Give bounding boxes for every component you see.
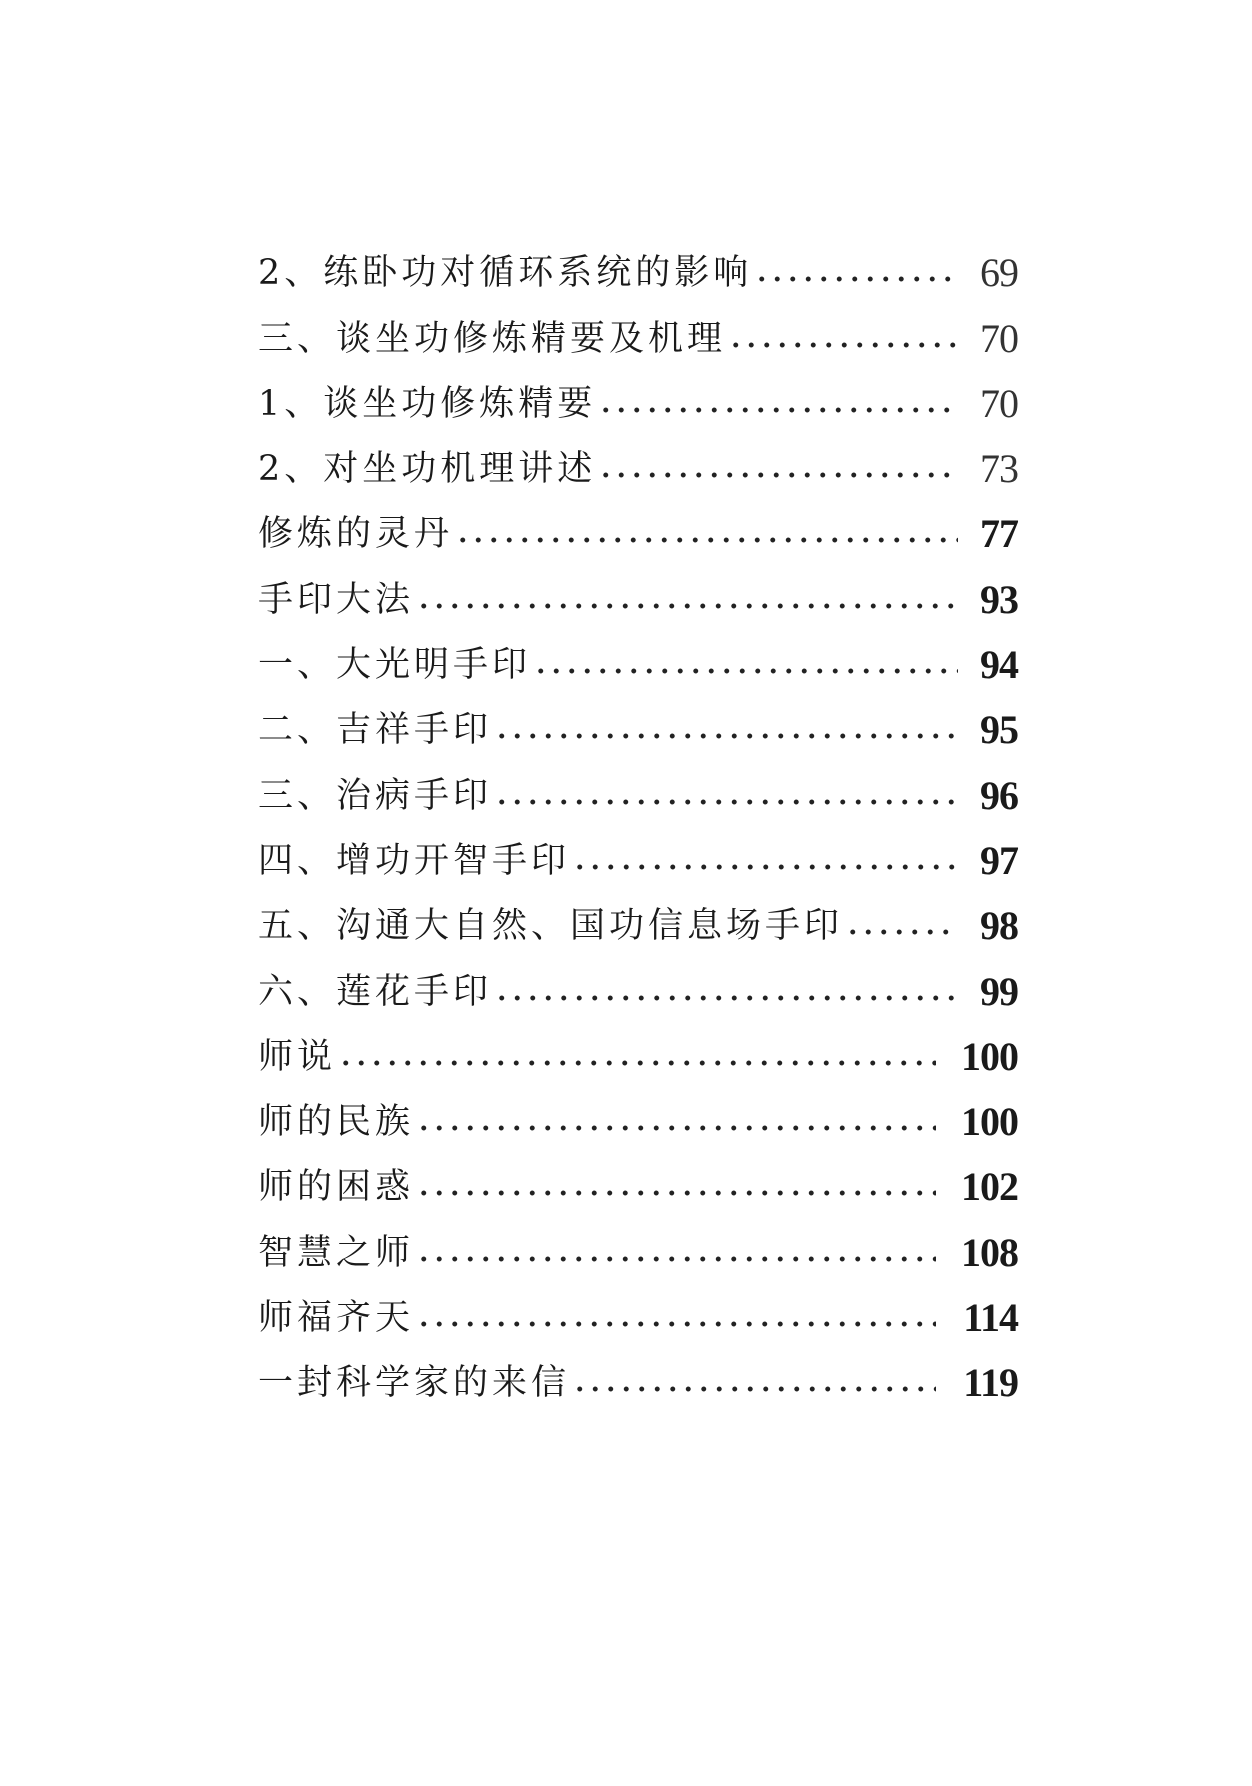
toc-entry-title: 智慧之师: [258, 1232, 415, 1273]
dot-leader: [416, 1123, 936, 1133]
toc-entry[interactable]: [258, 1342, 1018, 1407]
toc-entry-page: 93: [980, 576, 1018, 622]
toc-entry[interactable]: [258, 950, 1018, 1015]
dot-leader: [416, 1319, 936, 1329]
toc-entry-page: 95: [980, 707, 1018, 753]
toc-entry[interactable]: [258, 689, 1018, 754]
dot-leader: [845, 927, 958, 937]
toc-entry[interactable]: [258, 363, 1018, 428]
toc-entry-title: 手印大法: [258, 579, 415, 620]
toc-entry[interactable]: [258, 1016, 1018, 1081]
toc-entry-page: 99: [980, 968, 1018, 1014]
dot-leader: [572, 1384, 936, 1394]
toc-entry-page: 119: [963, 1360, 1018, 1406]
toc-entry-title: 修炼的灵丹: [258, 514, 454, 555]
toc-entry-title: 师说: [258, 1036, 337, 1077]
toc-entry-page: 96: [980, 772, 1018, 818]
toc-entry-title: 师的民族: [258, 1102, 415, 1143]
toc-entry-page: 69: [980, 250, 1018, 296]
dot-leader: [494, 993, 958, 1003]
toc-entry[interactable]: [258, 820, 1018, 885]
toc-entry[interactable]: [258, 885, 1018, 950]
toc-entry[interactable]: [258, 1277, 1018, 1342]
toc-entry-page: 94: [980, 642, 1018, 688]
toc-entry-page: 77: [980, 511, 1018, 557]
dot-leader: [533, 666, 958, 676]
toc-entry-page: 98: [980, 903, 1018, 949]
toc-entry[interactable]: [258, 754, 1018, 819]
toc-entry-title: 三、治病手印: [258, 775, 493, 816]
dot-leader: [455, 535, 958, 545]
toc-entry[interactable]: [258, 1211, 1018, 1276]
toc-entry-page: 97: [980, 837, 1018, 883]
toc-entry-title: 一、大光明手印: [258, 645, 532, 686]
toc-entry-title: 1、谈坐功修炼精要: [258, 383, 597, 424]
dot-leader: [494, 797, 958, 807]
dot-leader: [598, 470, 958, 480]
toc-entry-title: 2、对坐功机理讲述: [258, 449, 597, 490]
toc-entry[interactable]: [258, 1146, 1018, 1211]
toc-entry[interactable]: [258, 1081, 1018, 1146]
toc-entry-page: 114: [963, 1295, 1018, 1341]
dot-leader: [416, 1188, 936, 1198]
toc-entry-title: 六、莲花手印: [258, 971, 493, 1012]
table-of-contents: [258, 232, 1018, 1407]
toc-entry-title: 师福齐天: [258, 1298, 415, 1339]
toc-entry[interactable]: [258, 558, 1018, 623]
dot-leader: [728, 340, 958, 350]
toc-entry-page: 73: [980, 446, 1018, 492]
toc-entry-page: 100: [961, 1099, 1018, 1145]
dot-leader: [494, 731, 958, 741]
toc-entry-page: 70: [980, 380, 1018, 426]
toc-entry[interactable]: [258, 493, 1018, 558]
toc-entry-title: 一封科学家的来信: [258, 1363, 571, 1404]
dot-leader: [754, 274, 958, 284]
toc-entry[interactable]: [258, 428, 1018, 493]
dot-leader: [338, 1058, 936, 1068]
toc-entry-title: 二、吉祥手印: [258, 710, 493, 751]
toc-entry-title: 师的困惑: [258, 1167, 415, 1208]
dot-leader: [416, 1254, 936, 1264]
toc-entry-page: 108: [961, 1229, 1018, 1275]
dot-leader: [572, 862, 958, 872]
toc-entry-page: 70: [980, 315, 1018, 361]
dot-leader: [416, 601, 958, 611]
toc-entry-page: 100: [961, 1033, 1018, 1079]
toc-entry-page: 102: [961, 1164, 1018, 1210]
toc-entry-title: 四、增功开智手印: [258, 840, 571, 881]
toc-entry-title: 三、谈坐功修炼精要及机理: [258, 318, 727, 359]
toc-entry[interactable]: [258, 232, 1018, 297]
toc-entry-title: 五、沟通大自然、国功信息场手印: [258, 906, 844, 947]
toc-entry[interactable]: [258, 297, 1018, 362]
dot-leader: [598, 405, 958, 415]
toc-entry[interactable]: [258, 624, 1018, 689]
toc-entry-title: 2、练卧功对循环系统的影响: [258, 253, 753, 294]
